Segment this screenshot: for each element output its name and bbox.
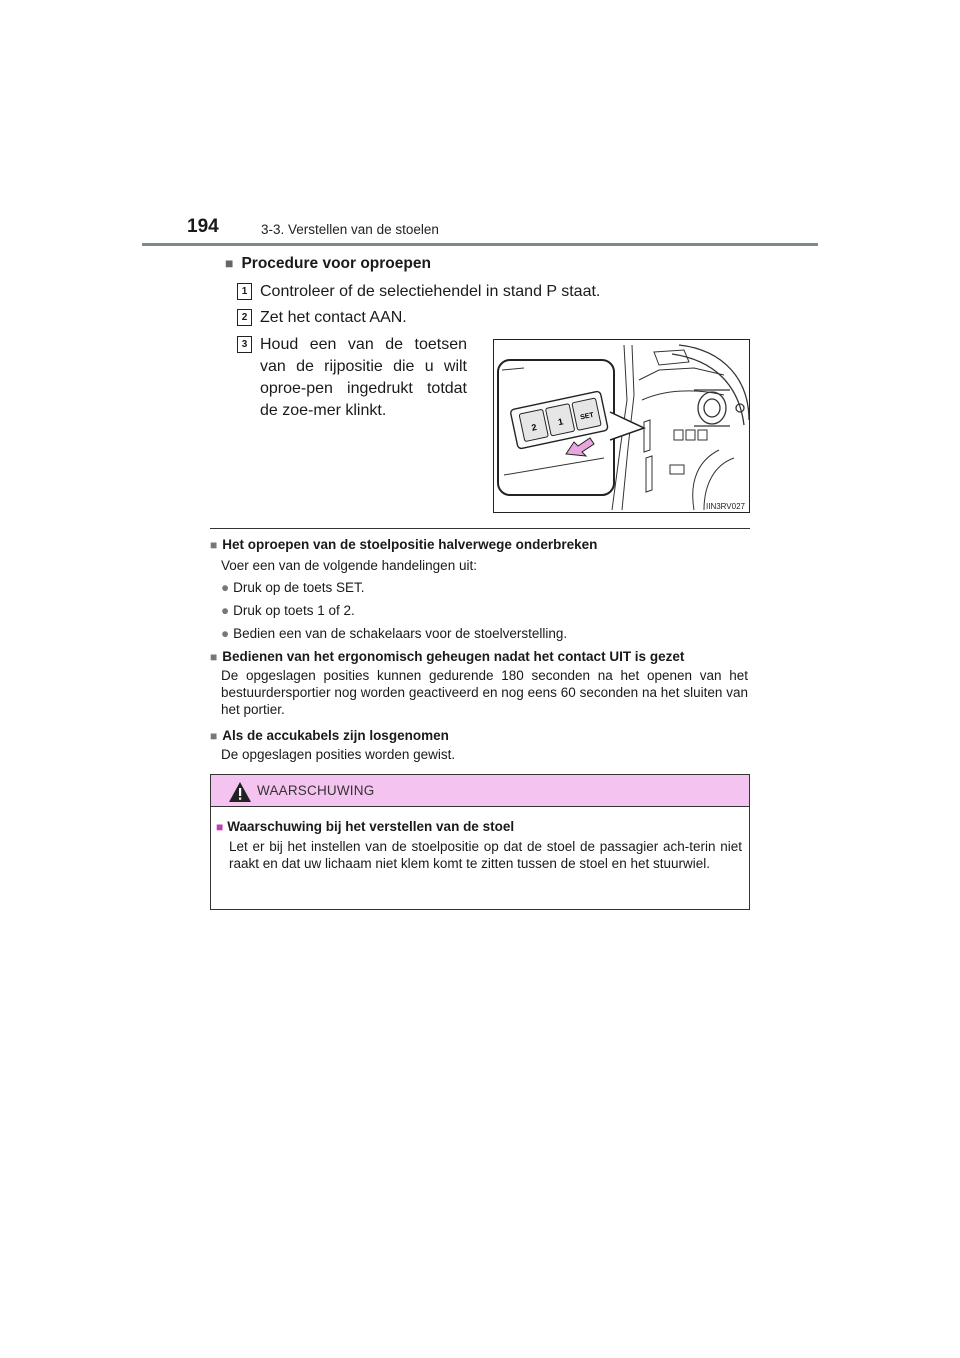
note-body: De opgeslagen posities worden gewist.: [221, 747, 456, 762]
memory-button-2-label: 2: [530, 421, 538, 433]
note-title: ■ Bedienen van het ergonomisch geheugen nadat het contact UIT is gezet: [210, 649, 685, 664]
procedure-heading: [225, 255, 431, 273]
note-body: De opgeslagen posities kunnen gedurende 180 seconden na het openen van het bestuurdersportier nog worden geactiveerd en nog eens 60 seconden na het sluiten van het portier.: [221, 668, 748, 717]
memory-buttons-illustration: [493, 339, 750, 513]
warning-header: [211, 775, 749, 807]
step-text: Houd een van de toetsen van de rijpositie die u wilt oproe-pen ingedrukt totdat de zoe-mer klinkt.: [260, 336, 467, 419]
warning-triangle-icon: [228, 781, 252, 803]
circle-bullet-icon: ●: [221, 580, 230, 595]
square-bullet-icon: ■: [216, 820, 224, 834]
square-bullet-icon: ■: [210, 729, 218, 743]
square-bullet-icon: ■: [210, 538, 218, 552]
section-title: 3-3. Verstellen van de stoelen: [261, 222, 439, 237]
step-text: Zet het contact AAN.: [260, 309, 407, 326]
warning-box: [210, 774, 750, 910]
illustration-caption: IIN3RV027: [706, 502, 745, 511]
note-body: Voer een van de volgende handelingen uit:: [221, 558, 477, 573]
list-item: ● Druk op de toets SET.: [221, 580, 365, 595]
note-title: ■ Als de accukabels zijn losgenomen: [210, 728, 449, 743]
warning-title: ■ Waarschuwing bij het verstellen van de stoel: [216, 819, 515, 834]
square-bullet-icon: ■: [210, 650, 218, 664]
memory-button-1-label: 1: [557, 416, 565, 428]
list-item: ● Druk op toets 1 of 2.: [221, 603, 355, 618]
note-battery-disconnected: [210, 726, 755, 763]
note-title: ■ Het oproepen van de stoelpositie halverwege onderbreken: [210, 537, 598, 552]
list-item: ● Bedien een van de schakelaars voor de stoelverstelling.: [221, 626, 568, 641]
page-number: 194: [187, 216, 219, 237]
step-number-badge: 2: [237, 309, 252, 326]
circle-bullet-icon: ●: [221, 626, 230, 641]
divider: [210, 528, 750, 529]
square-bullet-icon: ■: [225, 255, 234, 271]
warning-text: Let er bij het instellen van de stoelpositie op dat de stoel de passagier ach-terin niet raakt en dat uw lichaam niet klem komt te zitten tussen de stoel en het stuurwiel.: [229, 839, 742, 871]
note-memory-after-off: [210, 647, 755, 718]
step-number-badge: 1: [237, 283, 252, 300]
circle-bullet-icon: ●: [221, 603, 230, 618]
dashboard-door-switch-drawing: [494, 340, 749, 512]
warning-label: WAARSCHUWING: [257, 783, 375, 798]
step-number-badge: 3: [237, 336, 252, 353]
step-text: Controleer of de selectiehendel in stand P staat.: [260, 283, 601, 300]
procedure-heading-text: Procedure voor oproepen: [241, 255, 431, 272]
header-rule: [142, 243, 818, 246]
set-button-label: SET: [579, 411, 595, 422]
note-interrupt-recall: [210, 535, 755, 643]
